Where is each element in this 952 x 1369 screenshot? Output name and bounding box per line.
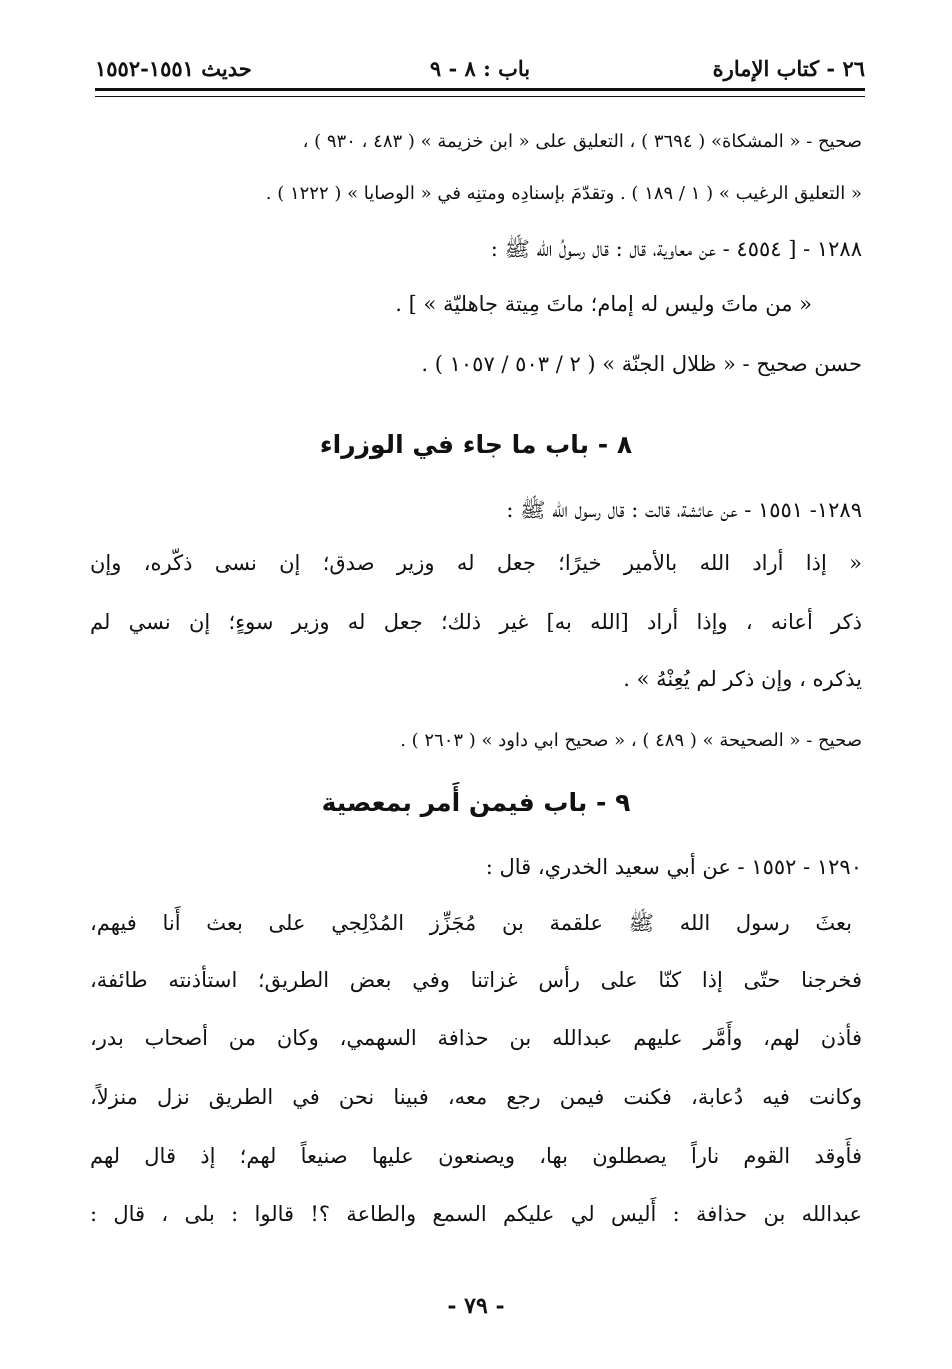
grading-line: حسن صحيح - « ظلال الجنّة » ( ٢ / ٥٠٣ / ١٠٥٧ ) . (421, 352, 862, 376)
hadith-text: وكانت فيه دُعابة، فكنت فيمن رجع معه، فبينا نحن في الطريق نزل منزلاً، (90, 1085, 862, 1109)
section-title-9: ٩ - باب فيمن أَمر بمعصية (321, 788, 631, 817)
hadith-text: فخرجنا حتّى إذا كنّا على رأس غزاتنا وفي بعض الطريق؛ استأذنته طائفة، (90, 968, 862, 992)
hadith-text: فأَوقد القوم ناراً يصطلون بها، ويصنعون عليها صنيعاً لهم؛ إذ قال لهم (90, 1144, 862, 1168)
running-header (95, 52, 865, 92)
hadith-intro: ١٢٩٠ - ١٥٥٢ - عن أبي سعيد الخدري، قال : (485, 855, 862, 879)
hadith-intro: ١٢٨٩- ١٥٥١ - عن عائشة، قالت : قال رسول الله ﷺ : (506, 498, 862, 522)
grading-line: صحيح - « الصحيحة » ( ٤٨٩ ) ، « صحيح ابي داود » ( ٢٦٠٣ ) . (400, 730, 862, 751)
hadith-text: فأذن لهم، وأَمَّر عليهم عبدالله بن حذافة السهمي، وكان من أصحاب بدر، (90, 1026, 862, 1050)
header-rule-thick (95, 88, 865, 91)
grading-line: صحيح - « المشكاة» ( ٣٦٩٤ ) ، التعليق على « ابن خزيمة » ( ٤٨٣ ، ٩٣٠ ) ، (302, 131, 862, 152)
header-chapter: باب : ٨ - ٩ (429, 56, 531, 81)
header-hadith-range: حديث ١٥٥١-١٥٥٢ (95, 56, 252, 81)
section-title-8: ٨ - باب ما جاء في الوزراء (319, 430, 633, 459)
page-number: - ٧٩ - (447, 1293, 505, 1319)
hadith-text: بعثَ رسول الله ﷺ علقمة بن مُجَزِّز المُدْلِجي على بعث أَنا فيهم، (90, 911, 852, 935)
grading-line: « التعليق الرغيب » ( ١ / ١٨٩ ) . وتقدّمَ بإسنادِه ومتنِه في « الوصايا » ( ١٢٢٢ ) . (265, 183, 862, 204)
header-rule-thin (95, 96, 865, 97)
hadith-intro: ١٢٨٨ - [ ٤٥٥٤ - عن معاوية، قال : قال رسولُ الله ﷺ : (490, 237, 862, 261)
hadith-text: عبدالله بن حذافة : أَليس لي عليكم السمع والطاعة ؟! قالوا : بلى ، قال : (90, 1202, 862, 1226)
hadith-text: يذكره ، وإن ذكر لم يُعِنْهُ » . (623, 667, 862, 691)
hadith-text: ذكر أعانه ، وإذا أراد [الله به] غير ذلك؛ جعل له وزير سوءٍ؛ إن نسي لم (90, 610, 862, 634)
hadith-text: « من ماتَ وليس له إمام؛ ماتَ مِيتة جاهليّة » ] . (395, 292, 812, 316)
hadith-text: « إذا أراد الله بالأمير خيرًا؛ جعل له وزير صدق؛ إن نسى ذكّره، وإن (90, 551, 862, 575)
header-book-title: ٢٦ - كتاب الإمارة (712, 56, 865, 81)
